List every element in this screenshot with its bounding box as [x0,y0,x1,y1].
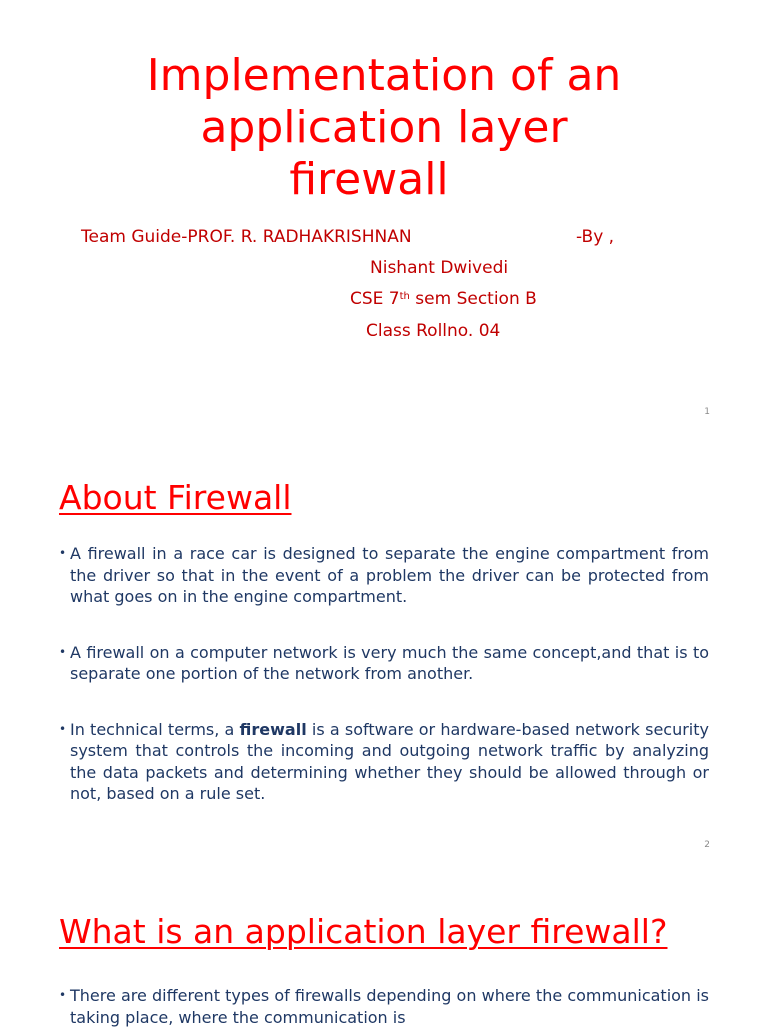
bullet-marker: • [59,721,67,736]
page-number: 1 [704,407,710,417]
bullet-list [59,543,715,805]
slide-heading: About Firewall [59,478,292,517]
title-line-2: application layer [200,102,568,153]
class-section [350,289,537,309]
team-guide: Team Guide-PROF. R. RADHAKRISHNAN [81,227,412,247]
title-line-3: firewall [289,154,449,205]
bullet-item [59,985,709,1028]
bullet-text-bold: firewall [239,719,307,739]
cse-prefix: CSE 7 [350,289,400,309]
by-label: -By , [576,227,615,247]
roll-number: Class Rollno. 04 [366,321,501,341]
page-number: 2 [704,840,710,850]
bullet-text: There are different types of firewalls depending on where the communication is taking place, where the communication is [70,986,709,1027]
slide-3 [0,864,768,1027]
bullet-text: A firewall on a computer network is very much the same concept,and that is to separate one portion of the network from another. [70,642,709,683]
bullet-text-after: is a software or hardware-based network security system that controls the incoming and outgoing network traffic by analyzing the data packets and determining whether they should be allowed through or not, based on a rule set. [70,719,715,803]
author-name: Nishant Dwivedi [370,258,509,278]
bullet-list [59,985,709,1028]
bullet-marker: • [59,644,67,659]
bullet-text-before: In technical terms, a [70,719,240,739]
cse-sup: th [399,291,410,302]
bullet-item [59,543,709,608]
bullet-text: A firewall in a race car is designed to separate the engine compartment from the driver so that in the event of a problem the driver can be protected from what goes on in the engine compartment. [70,544,709,606]
slide-2 [0,432,768,864]
bullet-item [59,719,715,805]
slide-1 [0,0,768,432]
bullet-marker: • [59,988,67,1002]
cse-suffix: sem Section B [409,289,537,309]
title-line-1: Implementation of an [146,50,622,101]
bullet-item [59,642,709,685]
slide-heading: What is an application layer firewall? [59,912,668,951]
slide-title [0,50,768,206]
bullet-marker: • [59,546,67,560]
